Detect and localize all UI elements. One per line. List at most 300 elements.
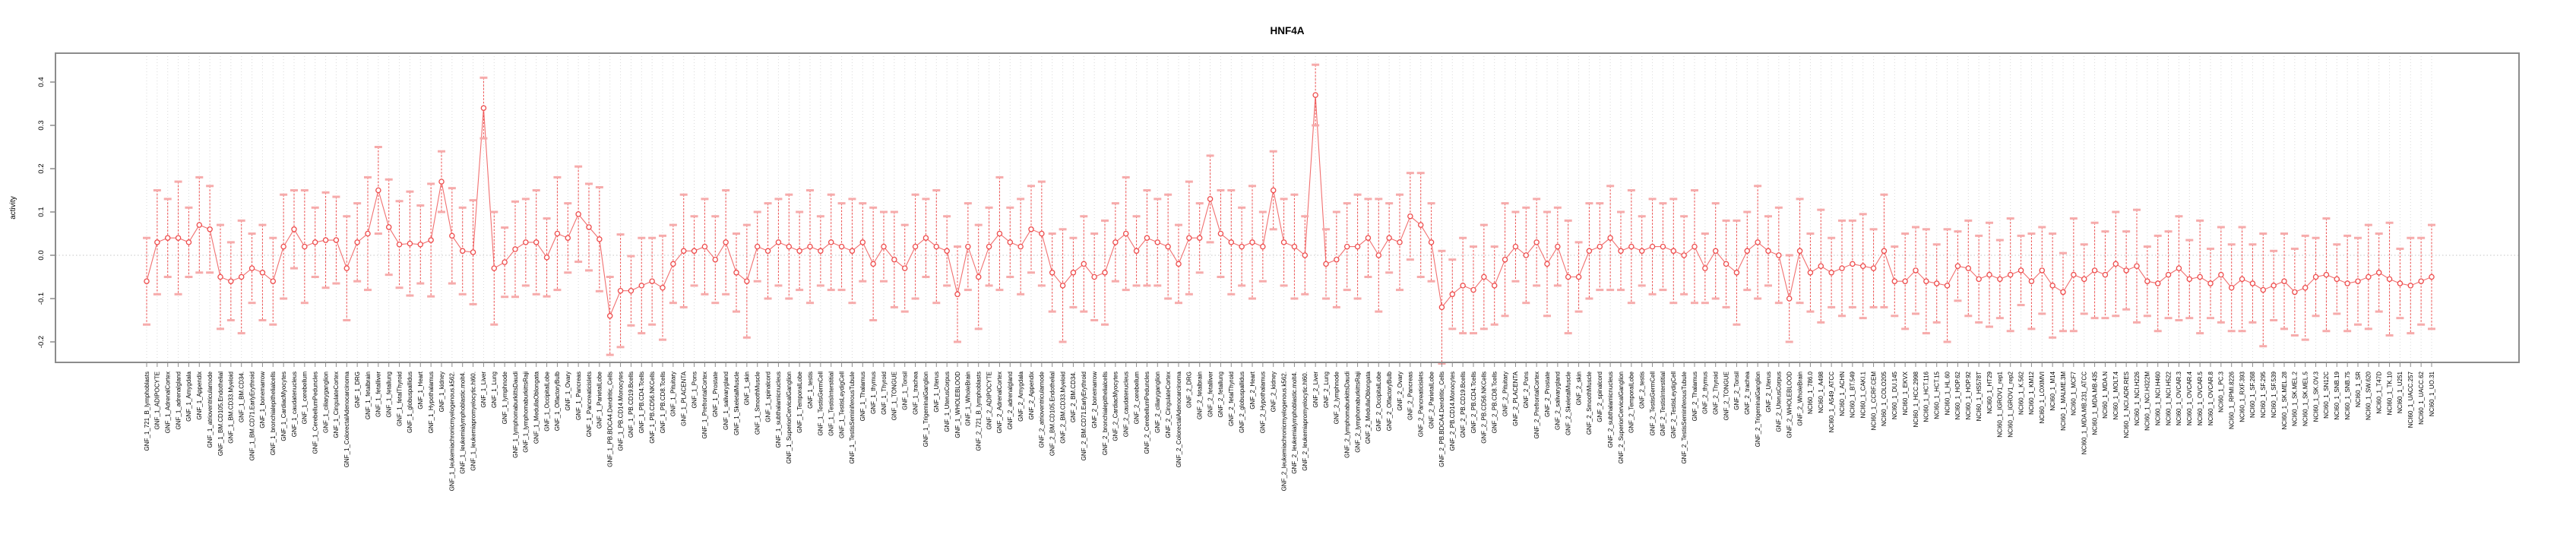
data-point [2156, 281, 2160, 286]
x-tick-label: NCI60_1_MOLT.4 [2112, 372, 2120, 420]
data-point [366, 231, 370, 236]
x-tick-label: GNF_2_PrefrontalCortex [1533, 372, 1540, 439]
data-point [1355, 245, 1359, 249]
data-point [2018, 268, 2023, 273]
x-tick-label: GNF_2_BM.CD105.Endothelial [1049, 372, 1056, 457]
x-tick-label: GNF_2_thymus [1701, 372, 1709, 415]
y-tick-label: -0.1 [37, 292, 46, 305]
data-point [913, 245, 917, 249]
data-point [1376, 253, 1381, 258]
x-tick-label: GNF_1_PLACENTA [680, 372, 688, 426]
data-point [850, 248, 854, 253]
x-tick-label: GNF_1_OccipitalLobe [543, 372, 551, 432]
data-point [587, 225, 591, 229]
data-point [1619, 248, 1623, 253]
x-tick-label: NCI60_1_SW.620 [2365, 372, 2372, 421]
x-tick-label: GNF_2_lymphnode [1333, 372, 1340, 425]
data-point [1998, 277, 2002, 281]
x-tick-label: NCI60_1_SF.295 [2260, 372, 2267, 418]
x-tick-label: NCI60_1_K.562 [2017, 372, 2025, 415]
data-point [229, 279, 233, 283]
x-tick-label: GNF_2_OccipitalLobe [1375, 372, 1383, 432]
data-point [1155, 240, 1160, 245]
data-point [1366, 236, 1370, 240]
data-point [565, 236, 570, 240]
x-tick-label: GNF_1_721_B_lymphoblasts [143, 372, 150, 451]
data-point [249, 266, 254, 270]
x-tick-label: GNF_2_lymphomaburkittsDaudi [1343, 372, 1351, 458]
x-tick-label: GNF_1_Hypothalamus [427, 372, 435, 434]
x-tick-label: GNF_1_Thyroid [880, 372, 888, 415]
y-tick-label: 0.2 [37, 163, 46, 174]
data-point [2166, 273, 2170, 277]
x-tick-label: NCI60_1_MALME.3M [2059, 372, 2067, 431]
x-tick-label: GNF_1_Prostate [712, 372, 720, 418]
x-tick-label: GNF_2_spinalcord [1597, 372, 1604, 422]
data-point [734, 270, 739, 275]
data-point [2250, 281, 2255, 286]
data-point [2145, 279, 2150, 283]
data-point [639, 283, 644, 288]
x-tick-label: NCI60_1_UACC.257 [2407, 372, 2415, 428]
data-point [1018, 245, 1023, 249]
x-tick-label: NCI60_1_SK.MEL.5 [2302, 372, 2309, 427]
data-point [470, 250, 475, 255]
x-tick-label: NCI60_1_HT29 [1986, 372, 1993, 414]
data-point [955, 292, 960, 296]
data-point [281, 245, 286, 249]
x-tick-label: GNF_1_TestisSeminiferousTubule [849, 372, 856, 464]
data-point [1081, 261, 1086, 266]
x-tick-label: GNF_1_Appendix [196, 372, 204, 420]
x-tick-label: NCI60_1_MCF7 [2070, 372, 2078, 416]
data-point [1502, 258, 1507, 262]
data-point [2198, 274, 2202, 279]
data-point [1387, 236, 1391, 240]
data-point [1187, 236, 1191, 240]
x-tick-label: NCI60_1_A549_ATCC [1828, 372, 1835, 433]
data-point [1850, 261, 1855, 266]
x-tick-label: GNF_2_BM.CD33.Myeloid [1059, 372, 1067, 444]
x-tick-label: NCI60_1_RPMI.8226 [2228, 372, 2236, 430]
data-point [2429, 274, 2434, 279]
data-point [2092, 268, 2097, 273]
x-tick-label: GNF_1_SkeletalMuscle [733, 372, 740, 436]
data-point [2219, 273, 2223, 277]
data-point [2408, 283, 2413, 288]
x-tick-label: GNF_2_Heart [1248, 372, 1256, 409]
x-tick-label: NCI60_1_SK.MEL.28 [2280, 372, 2288, 430]
data-point [1281, 240, 1286, 245]
x-tick-label: GNF_1_bronchialepithelialcells [270, 372, 277, 456]
x-tick-label: GNF_2_Uterus [1764, 372, 1772, 413]
data-point [1987, 273, 1992, 277]
data-point [1482, 274, 1486, 279]
data-point [166, 236, 170, 240]
data-point [260, 270, 264, 275]
x-tick-label: GNF_1_OlfactoryBulb [554, 372, 562, 432]
x-tick-label: NCI60_1_HOP.62 [1954, 372, 1962, 420]
data-point [1124, 231, 1128, 236]
x-tick-label: GNF_1_SuperiorCervicalGanglion [786, 372, 793, 464]
data-point [1198, 236, 1202, 240]
data-point [555, 231, 559, 236]
x-tick-label: GNF_2_lymphomaburkittsRaji [1354, 372, 1362, 453]
x-tick-label: GNF_1_leukemialymphoblastic.molt4. [459, 372, 467, 474]
data-point [1397, 240, 1402, 245]
x-tick-label: GNF_2_AdrenalCortex [996, 372, 1004, 434]
data-point [1881, 248, 1886, 253]
x-tick-label: GNF_2_leukemiapromyelocytic.hl60. [1302, 372, 1309, 471]
data-point [1345, 245, 1350, 249]
data-point [176, 236, 180, 240]
data-point [702, 245, 707, 249]
x-tick-label: GNF_1_kidney [438, 372, 445, 413]
x-tick-label: GNF_2_ColorectalAdenocarcinoma [1175, 372, 1182, 468]
x-tick-label: GNF_1_Pancreaticislets [585, 372, 593, 438]
data-point [881, 245, 886, 249]
x-tick-label: NCI60_1_HCT.116 [1923, 372, 1930, 422]
x-tick-label: GNF_2_BM.CD71.EarlyErythroid [1081, 372, 1088, 461]
x-tick-label: GNF_1_Amygdala [185, 372, 193, 422]
x-tick-label: NCI60_1_SF.539 [2270, 372, 2277, 418]
data-point [2113, 261, 2118, 266]
data-point [1250, 240, 1255, 245]
data-point [1071, 270, 1075, 275]
data-point [2356, 279, 2360, 283]
data-point [1334, 258, 1339, 262]
x-tick-label: GNF_1_MedullaOblongata [533, 372, 540, 444]
data-point [1513, 245, 1517, 249]
x-tick-label: GNF_2_Thalamus [1691, 372, 1698, 422]
x-tick-label: GNF_1_leukemiapromyelocytic.hl60. [470, 372, 477, 471]
x-tick-label: GNF_2_Lung [1322, 372, 1330, 409]
x-tick-label: GNF_2_Ovary [1396, 372, 1404, 411]
data-point [1439, 305, 1444, 309]
x-tick-label: GNF_2_TONGUE [1723, 372, 1730, 421]
y-tick-label: -0.2 [37, 335, 46, 349]
x-tick-label: GNF_2_DRG [1185, 372, 1193, 409]
x-tick-label: GNF_1_AdrenalCortex [164, 372, 172, 434]
data-point [1429, 240, 1433, 245]
x-tick-label: NCI60_1_CCRF.CEM [1870, 372, 1878, 431]
data-point [755, 245, 760, 249]
x-tick-label: GNF_2_PB.CD4.Tcells [1470, 372, 1477, 434]
x-tick-label: NCI60_1_SR [2354, 372, 2362, 408]
x-tick-label: NCI60_1_A498 [1818, 372, 1825, 413]
x-tick-label: GNF_2_ParietalLobe [1428, 372, 1435, 429]
data-point [2187, 277, 2191, 281]
data-point [1924, 279, 1929, 283]
data-point [155, 240, 160, 245]
x-tick-label: NCI60_1_T47D [2375, 372, 2383, 414]
data-point [2387, 277, 2391, 281]
x-tick-label: GNF_1_CerebellumPeduncles [312, 372, 319, 454]
x-tick-label: GNF_1_Liver [480, 372, 488, 408]
data-point [1144, 236, 1149, 240]
x-tick-label: GNF_1_ADIPOCYTE [153, 372, 161, 430]
x-tick-label: GNF_2_skin [1575, 372, 1583, 406]
x-tick-label: NCI60_1_SNB.75 [2343, 372, 2351, 420]
data-point [1576, 274, 1581, 279]
x-tick-label: NCI60_1_RXF.393 [2239, 372, 2246, 422]
data-point [1239, 245, 1244, 249]
x-tick-label: NCI60_1_HL.60 [1944, 372, 1951, 416]
x-tick-label: GNF_2_bonemarrow [1090, 372, 1098, 428]
y-tick-label: 0.1 [37, 207, 46, 217]
data-point [1450, 292, 1454, 296]
data-point [2103, 273, 2107, 277]
x-tick-label: GNF_1_Pons [691, 372, 698, 409]
x-tick-label: GNF_1_fetalliver [375, 371, 382, 418]
data-point [1545, 261, 1549, 266]
x-tick-label: GNF_2_fetallung [1217, 372, 1225, 418]
data-point [945, 248, 949, 253]
data-point [2040, 268, 2044, 273]
data-point [344, 266, 349, 270]
x-tick-label: GNF_2_caudatenucleus [1122, 372, 1130, 438]
data-point [1734, 270, 1739, 275]
data-point [2135, 264, 2139, 268]
x-tick-label: GNF_2_TrigeminalGanglion [1754, 372, 1761, 447]
y-tick-label: 0.0 [37, 250, 46, 261]
data-point [892, 258, 897, 262]
data-point [2271, 283, 2276, 288]
data-point [1113, 240, 1118, 245]
data-point [1818, 264, 1823, 268]
x-tick-label: GNF_1_bonemarrow [259, 372, 267, 428]
x-tick-label: GNF_1_WHOLEBLOOD [954, 372, 961, 438]
data-point [1313, 93, 1318, 97]
data-point [1419, 223, 1423, 227]
data-point [1229, 240, 1233, 245]
x-tick-label: GNF_2_TemporalLobe [1628, 372, 1635, 433]
data-point [2303, 286, 2308, 290]
x-tick-label: GNF_2_adrenalgland [1007, 372, 1014, 430]
x-tick-label: GNF_1_lymphomaburkittsRaji [522, 372, 530, 453]
data-point [608, 314, 612, 318]
x-tick-label: NCI60_1_COLO205 [1881, 372, 1888, 427]
data-point [723, 240, 728, 245]
x-tick-label: GNF_1_DRG [353, 372, 361, 409]
axes-layer [37, 77, 2435, 491]
x-tick-label: NCI60_1_IGROV1_rep2 [2007, 372, 2014, 438]
data-point [1935, 281, 1939, 286]
x-tick-label: NCI60_1_HOP.92 [1965, 372, 1973, 420]
data-point [429, 238, 433, 242]
data-point [376, 188, 381, 192]
data-point [1797, 248, 1802, 253]
data-point [1640, 248, 1644, 253]
y-tick-label: 0.4 [37, 77, 46, 87]
x-tick-label: NCI60_1_CAKI.1 [1859, 372, 1867, 419]
x-tick-label: NCI60_1_LOXIMVI [2039, 372, 2046, 424]
x-tick-label: GNF_2_Liver [1312, 372, 1319, 408]
x-tick-label: GNF_2_Hypothalamus [1259, 372, 1267, 434]
data-point [797, 248, 802, 253]
x-tick-label: GNF_2_TestisSeminiferousTubule [1680, 372, 1688, 464]
x-tick-label: GNF_1_fetalbrain [364, 372, 372, 420]
x-tick-label: NCI60_1_BT.549 [1849, 372, 1856, 418]
data-point [2071, 273, 2076, 277]
data-point [1913, 268, 1918, 273]
data-point [534, 240, 539, 245]
data-point [1471, 288, 1476, 292]
x-tick-label: GNF_2_cerebellum [1133, 372, 1141, 425]
x-tick-label: GNF_1_cerebellum [301, 372, 309, 425]
x-tick-label: GNF_2_Pancreaticislets [1417, 372, 1425, 438]
x-tick-label: GNF_2_SkeletalMuscle [1565, 372, 1572, 436]
data-point [1271, 188, 1276, 192]
x-tick-label: GNF_1_adrenalgland [175, 372, 182, 430]
x-tick-label: GNF_2_fetalliver [1207, 372, 1214, 418]
data-point [323, 238, 328, 242]
x-tick-label: GNF_2_TestisGermCell [1649, 372, 1657, 436]
series-line [147, 95, 2432, 316]
x-tick-label: GNF_1_SmoothMuscle [754, 372, 761, 435]
x-tick-label: GNF_1_PB.CD8.Tcells [659, 372, 666, 434]
x-tick-label: GNF_1_TrigeminalGanglion [922, 372, 930, 447]
x-tick-label: GNF_1_PB.CD19.Bcells [628, 372, 635, 438]
data-point [671, 261, 676, 266]
data-point [2208, 281, 2213, 286]
data-point [239, 274, 244, 279]
data-point [450, 233, 454, 238]
data-point [2282, 279, 2286, 283]
data-point [1903, 279, 1907, 283]
x-tick-label: GNF_1_Ovary [565, 372, 572, 411]
x-tick-label: GNF_2_Pancreas [1407, 372, 1414, 421]
data-point [2366, 274, 2371, 279]
data-point [829, 240, 834, 245]
x-tick-label: GNF_1_Thalamus [859, 372, 867, 422]
x-tick-label: NCI60_1_ACHN [1838, 372, 1846, 416]
data-point [1566, 274, 1571, 279]
x-tick-label: GNF_1_fetallung [385, 372, 393, 418]
data-point [1682, 253, 1686, 258]
x-tick-label: GNF_2_MedullaOblongata [1365, 372, 1372, 444]
x-tick-label: GNF_2_OlfactoryBulb [1385, 372, 1393, 432]
x-tick-label: GNF_2_PB.CD14.Monocytes [1449, 372, 1457, 451]
x-tick-label: NCI60_1_786.0 [1807, 372, 1815, 415]
data-point [2008, 273, 2013, 277]
data-point [387, 225, 391, 229]
data-point [682, 248, 686, 253]
x-tick-label: GNF_2_Pons [1523, 372, 1530, 409]
x-tick-label: GNF_2_salivarygland [1554, 372, 1562, 430]
data-point [481, 106, 486, 110]
data-point [660, 286, 665, 290]
x-tick-label: GNF_1_lymphnode [501, 372, 508, 425]
y-tick-label: 0.3 [37, 120, 46, 131]
x-tick-label: GNF_1_thymus [869, 372, 877, 415]
x-tick-label: NCI60_1_UO.31 [2428, 372, 2435, 417]
x-tick-label: NCI60_1_SF.268 [2249, 372, 2257, 418]
x-tick-label: NCI60_1_HS578T [1975, 372, 1983, 422]
data-point [1703, 266, 1707, 270]
data-point [2419, 279, 2423, 283]
x-tick-label: GNF_2_Appendix [1027, 372, 1035, 420]
data-point [997, 231, 1002, 236]
data-point [439, 179, 444, 184]
x-tick-label: GNF_1_Pituitary [669, 372, 677, 417]
x-tick-label: NCI60_1_SN12C [2323, 372, 2331, 419]
x-tick-label: GNF_2_subthalamicnucleus [1606, 372, 1614, 448]
x-tick-label: NCI60_1_IGROV1_rep1 [1996, 372, 2004, 438]
data-point [1103, 270, 1107, 275]
x-tick-label: GNF_2_WHOLEBLOOD [1786, 372, 1793, 438]
data-point [923, 236, 928, 240]
data-point [1587, 248, 1591, 253]
data-point [1976, 277, 1981, 281]
x-tick-label: GNF_2_atrioventricularnode [1038, 372, 1046, 448]
x-tick-label: GNF_2_CardiacMyocytes [1112, 372, 1119, 441]
x-tick-label: NCI60_1_TK.10 [2386, 372, 2394, 416]
data-point [871, 261, 875, 266]
x-tick-label: GNF_1_Uterus [933, 372, 941, 413]
x-tick-label: GNF_1_TemporalLobe [796, 372, 803, 433]
data-point [2397, 281, 2402, 286]
x-tick-label: GNF_1_CingulateCortex [333, 372, 340, 438]
data-point [271, 279, 275, 283]
x-tick-label: GNF_2_ciliaryganglion [1154, 372, 1162, 433]
data-point [1777, 253, 1781, 258]
data-point [776, 240, 780, 245]
data-point [1808, 270, 1812, 275]
data-point [903, 266, 907, 270]
x-tick-label: GNF_2_CerebellumPeduncles [1144, 372, 1151, 454]
data-point [576, 212, 581, 217]
data-point [1534, 240, 1539, 245]
data-point [1176, 261, 1181, 266]
x-tick-label: GNF_2_Pituitary [1502, 372, 1509, 417]
data-point [2313, 274, 2318, 279]
data-layer [143, 65, 2435, 363]
x-tick-label: GNF_1_spinalcord [764, 371, 772, 422]
x-tick-label: NCI60_1_HCC.2998 [1912, 372, 1919, 428]
x-tick-label: GNF_2_TestisInterstitial [1660, 372, 1667, 436]
x-tick-label: NCI60_1_MDA.N [2102, 372, 2109, 419]
data-point [1134, 248, 1138, 253]
x-tick-label: GNF_1_fetalThyroid [396, 372, 403, 427]
x-tick-label: GNF_1_PB.BDCA4.Dendritic_Cells [606, 372, 614, 467]
x-tick-label: GNF_1_PB.CD56.NKCells [648, 372, 656, 444]
data-point [460, 248, 465, 253]
x-tick-label: GNF_2_WholeBrain [1796, 372, 1804, 426]
x-tick-label: NCI60_1_NCI.ADR.RES [2122, 372, 2130, 438]
x-tick-label: GNF_1_CardiacMyocytes [280, 372, 287, 441]
x-tick-label: GNF_1_TestisInterstitial [828, 372, 835, 436]
x-tick-label: GNF_2_leukemiachronicmyelogenous.k562. [1280, 372, 1288, 492]
x-tick-label: GNF_2_UterusCorpus [1775, 372, 1783, 432]
x-tick-label: GNF_1_BM.CD33.Myeloid [227, 372, 235, 444]
data-point [597, 237, 602, 242]
data-point [1524, 253, 1528, 258]
x-tick-label: GNF_2_bronchialepithelialcells [1101, 372, 1109, 456]
x-tick-label: GNF_2_kidney [1270, 372, 1277, 413]
data-point [1408, 214, 1413, 219]
data-point [1787, 296, 1792, 301]
data-point [1060, 283, 1065, 288]
x-tick-label: GNF_2_SuperiorCervicalGanglion [1617, 372, 1625, 464]
data-point [513, 247, 517, 251]
data-point [502, 260, 507, 264]
x-tick-label: GNF_2_ADIPOCYTE [986, 372, 993, 430]
x-tick-label: NCI60_1_NCI.H226 [2133, 372, 2141, 426]
x-tick-label: NCI60_1_OVCAR.3 [2176, 372, 2183, 426]
x-tick-label: GNF_1_skin [743, 372, 751, 406]
x-tick-label: GNF_2_Thyroid [1712, 372, 1720, 415]
